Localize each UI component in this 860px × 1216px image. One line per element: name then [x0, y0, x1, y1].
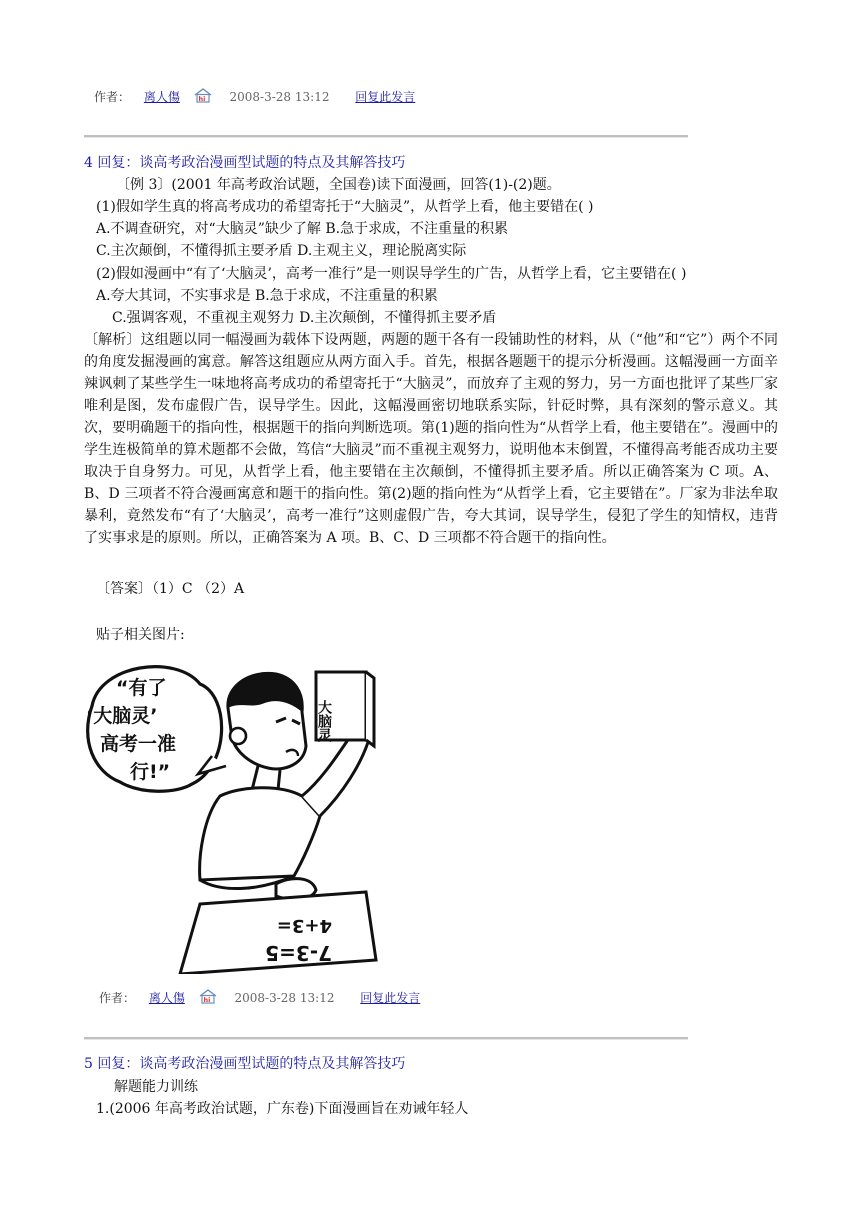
- analysis-paragraph: 〔解析〕这组题以同一幅漫画为载体下设两题，两题的题干各有一段铺助性的材料，从（“他”和“它”）两个不同的角度发掘漫画的寓意。解答这组题应从两方面入手。首先，根据各题题干的提示分析漫画。这幅漫画一方面辛辣讽刺了某些学生一味地将高考成功的希望寄托于“大脑灵”，而放弃了主观的努力，另一方面也批评了某些厂家唯利是图，发布虚假广告，误导学生。因此，这幅漫画密切地联系实际，针砭时弊，具有深刻的警示意义。其次，要明确题干的指向性，根据题干的指向判断选项。第(1)题的指向性为“从哲学上看，他主要错在”。漫画中的学生连极简单的算术题都不会做，笃信“大脑灵”而不重视主观努力，说明他本末倒置，不懂得高考能否成功主要取决于自身努力。可见，从哲学上看，他主要错在主次颠倒，不懂得抓主要矛盾。所以正确答案为 C 项。A、B、D 三项者不符合漫画寓意和题干的指向性。第(2)题的指向性为“从哲学上看，它主要错在”。厂家为非法牟取暴利，竟然发布“有了‘大脑灵’，高考一准行”这则虚假广告，夸大其词，误导学生，侵犯了学生的知情权，违背了实事求是的原则。所以，正确答案为 A 项。B、C、D 三项都不符合题干的指向性。: [84, 332, 778, 546]
- question-2-options-cd: C.强调客观，不重视主观努力 D.主次颠倒，不懂得抓主要矛盾: [112, 310, 497, 326]
- author-label: 作者：: [94, 90, 131, 104]
- question-2-options-ab: A.夸大其词，不实事求是 B.急于求成，不注重量的积累: [96, 288, 438, 304]
- bubble-line-4: 行!”: [130, 761, 171, 783]
- question-1-options-cd: C.主次颠倒，不懂得抓主要矛盾 D.主观主义，理论脱离实际: [96, 243, 467, 259]
- reply-link[interactable]: 回复此发言: [355, 90, 416, 104]
- equation-1: 4+3=: [276, 915, 332, 936]
- bubble-line-3: 高考一准: [100, 733, 177, 755]
- example-heading: 〔例 3〕(2001 年高考政治试题，全国卷)读下面漫画，回答(1)-(2)题。: [116, 177, 561, 193]
- post-meta-2: [99, 989, 420, 1007]
- exercise-1: 1.(2006 年高考政治试题，广东卷)下面漫画旨在劝诫年轻人: [96, 1101, 469, 1117]
- reply-link[interactable]: 回复此发言: [360, 991, 421, 1005]
- question-2: (2)假如漫画中“有了‘大脑灵’，高考一准行”是一则误导学生的广告，从哲学上看，它主要错在( ): [96, 266, 687, 282]
- related-pictures-label: 贴子相关图片:: [96, 627, 185, 643]
- answer: 〔答案〕（1）C （2）A: [96, 581, 245, 597]
- question-1-options-ab: A.不调查研究，对“大脑灵”缺少了解 B.急于求成，不注重量的积累: [96, 221, 509, 237]
- divider: [84, 1037, 688, 1040]
- author-link[interactable]: 离人傷: [148, 991, 185, 1005]
- hi-icon[interactable]: [199, 989, 217, 1007]
- bubble-line-1: “有了: [116, 677, 167, 699]
- equation-2: 7-3=5: [265, 941, 332, 965]
- timestamp: 2008-3-28 13:12: [234, 991, 335, 1005]
- question-1: (1)假如学生真的将高考成功的希望寄托于“大脑灵”，从哲学上看，他主要错在( ): [96, 199, 594, 215]
- book-label: 大脑灵: [316, 700, 332, 742]
- author-link[interactable]: 离人傷: [143, 90, 180, 104]
- divider: [84, 135, 688, 138]
- cartoon-image: [80, 656, 386, 974]
- post-title: 5 回复：谈高考政治漫画型试题的特点及其解答技巧: [84, 1056, 406, 1072]
- hi-icon[interactable]: [194, 88, 212, 106]
- post-title: 4 回复：谈高考政治漫画型试题的特点及其解答技巧: [84, 155, 406, 171]
- post-meta-1: [94, 88, 415, 106]
- timestamp: 2008-3-28 13:12: [229, 90, 330, 104]
- author-label: 作者：: [99, 991, 136, 1005]
- svg-text:hi: hi: [198, 95, 206, 103]
- section-heading: 解题能力训练: [114, 1079, 198, 1095]
- bubble-line-2: ‘大脑灵’: [86, 705, 158, 727]
- svg-text:hi: hi: [203, 996, 211, 1004]
